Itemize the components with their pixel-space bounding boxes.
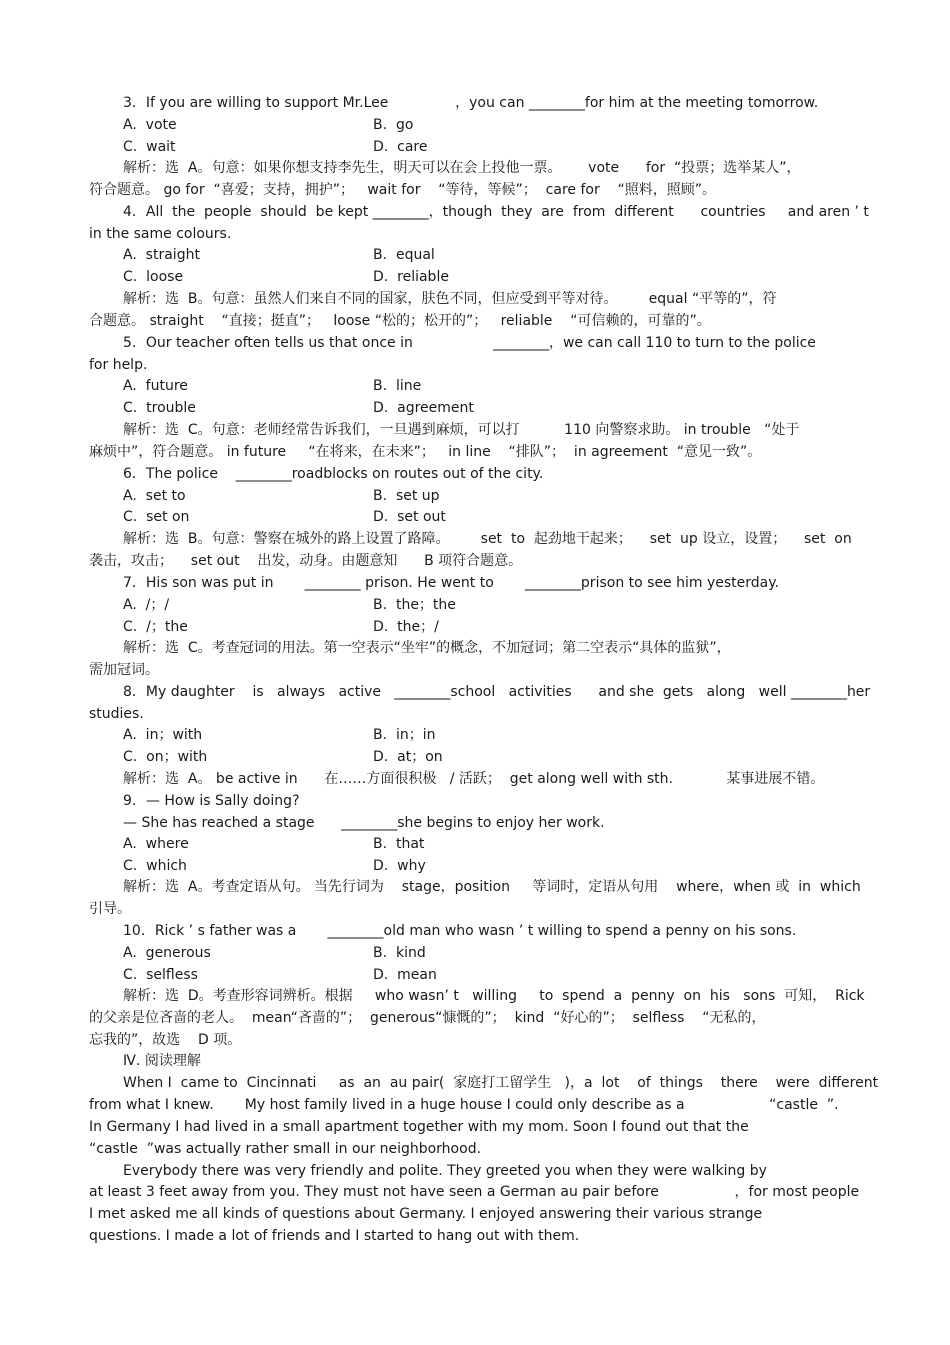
question-8-stem-line-1: 8．My daughter is always active ________school activities and she gets along well ________her: [123, 684, 871, 700]
question-10-option-c: C. selfless: [123, 967, 198, 983]
question-3-option-a: A. vote: [123, 117, 177, 133]
question-3-option-b: B. go: [373, 117, 414, 133]
question-4-option-d: D. reliable: [373, 269, 449, 285]
question-5-option-a: A. future: [123, 378, 188, 394]
question-9-stem-line-2: — She has reached a stage ________she begins to enjoy her work.: [123, 815, 605, 831]
question-3-option-d: D. care: [373, 139, 428, 155]
passage-paragraph-2-line-2: at least 3 feet away from you. They must not have seen a German au pair before ，for most people: [89, 1184, 860, 1200]
question-6-option-b: B. set up: [373, 488, 440, 504]
question-3-stem: 3．If you are willing to support Mr.Lee ，you can ________for him at the meeting tomorrow.: [123, 95, 819, 111]
question-3-explanation-line-2: 符合题意。 go for “喜爱；支持，拥护”； wait for “等待，等候”； care for “照料，照顾”。: [89, 182, 717, 198]
question-4-explanation-line-2: 合题意。 straight “直接；挺直”； loose “松的；松开的”； reliable “可信赖的，可靠的”。: [89, 313, 711, 329]
question-4-option-a: A. straight: [123, 247, 200, 263]
question-8-option-b: B. in；in: [373, 727, 436, 743]
question-6-stem: 6．The police ________roadblocks on routes out of the city.: [123, 466, 544, 482]
question-10-explanation-line-1: 解析：选 D。考查形容词辨析。根据 who wasn’ t willing to spend a penny on his sons 可知， Rick: [123, 988, 865, 1004]
question-5-explanation-line-1: 解析：选 C。句意：老师经常告诉我们，一旦遇到麻烦，可以打 110 向警察求助。 in trouble “处于: [123, 422, 800, 438]
question-8-option-c: C. on；with: [123, 749, 208, 765]
passage-paragraph-2-line-3: I met asked me all kinds of questions about Germany. I enjoyed answering their various strange: [89, 1206, 763, 1222]
question-7-option-b: B. the；the: [373, 597, 456, 613]
passage-paragraph-1-line-3: In Germany I had lived in a small apartment together with my mom. Soon I found out that the: [89, 1119, 749, 1135]
question-8-explanation: 解析：选 A。 be active in 在……方面很积极 / 活跃； get along well with sth. 某事进展不错。: [123, 771, 825, 787]
section-heading: Ⅳ. 阅读理解: [123, 1053, 201, 1069]
passage-paragraph-2-line-1: Everybody there was very friendly and polite. They greeted you when they were walking by: [123, 1163, 767, 1179]
question-6-option-c: C. set on: [123, 509, 190, 525]
question-5-option-d: D. agreement: [373, 400, 474, 416]
question-9-option-c: C. which: [123, 858, 187, 874]
question-8-option-a: A. in；with: [123, 727, 203, 743]
question-10-explanation-line-3: 忘我的”，故选 D 项。: [89, 1032, 242, 1048]
question-7-option-d: D. the；/: [373, 619, 439, 635]
question-10-option-a: A. generous: [123, 945, 211, 961]
question-9-option-d: D. why: [373, 858, 426, 874]
question-5-option-c: C. trouble: [123, 400, 196, 416]
question-3-explanation-line-1: 解析：选 A。句意：如果你想支持李先生，明天可以在会上投他一票。 vote for “投票；选举某人”，: [123, 160, 801, 176]
passage-paragraph-1-line-4: “castle ”was actually rather small in our neighborhood.: [89, 1141, 482, 1157]
question-5-stem-line-2: for help.: [89, 357, 148, 373]
question-9-option-b: B. that: [373, 836, 425, 852]
question-6-option-a: A. set to: [123, 488, 186, 504]
question-4-explanation-line-1: 解析：选 B。句意：虽然人们来自不同的国家，肤色不同，但应受到平等对待。 equal “平等的”，符: [123, 291, 777, 307]
question-10-option-b: B. kind: [373, 945, 426, 961]
question-4-stem-line-2: in the same colours.: [89, 226, 232, 242]
passage-paragraph-2-line-4: questions. I made a lot of friends and I started to hang out with them.: [89, 1228, 580, 1244]
question-7-stem: 7．His son was put in ________ prison. He went to ________prison to see him yesterday.: [123, 575, 779, 591]
question-9-option-a: A. where: [123, 836, 189, 852]
question-6-explanation-line-1: 解析：选 B。句意：警察在城外的路上设置了路障。 set to 起劲地干起来； set up 设立，设置； set on: [123, 531, 852, 547]
question-9-explanation-line-2: 引导。: [89, 901, 131, 917]
question-4-option-b: B. equal: [373, 247, 435, 263]
question-10-stem: 10．Rick ’ s father was a ________old man who wasn ’ t willing to spend a penny on his sons.: [123, 923, 797, 939]
question-4-stem-line-1: 4．All the people should be kept ________，though they are from different countries and aren ’ t: [123, 204, 869, 220]
question-8-option-d: D. at；on: [373, 749, 443, 765]
question-6-option-d: D. set out: [373, 509, 446, 525]
question-5-option-b: B. line: [373, 378, 422, 394]
question-7-option-a: A. /；/: [123, 597, 170, 613]
question-7-explanation-line-1: 解析：选 C。考查冠词的用法。第一空表示“坐牢”的概念，不加冠词；第二空表示“具体的监狱”，: [123, 640, 731, 656]
question-9-stem-line-1: 9．— How is Sally doing?: [123, 793, 300, 809]
question-6-explanation-line-2: 袭击，攻击； set out 出发，动身。由题意知 B 项符合题意。: [89, 553, 523, 569]
passage-paragraph-1-line-2: from what I knew. My host family lived in a huge house I could only describe as a “castle ”.: [89, 1097, 839, 1113]
question-7-option-c: C. /；the: [123, 619, 188, 635]
question-10-explanation-line-2: 的父亲是位吝啬的老人。 mean“吝啬的”； generous“慷慨的”； kind “好心的”； selfless “无私的，: [89, 1010, 766, 1026]
question-10-option-d: D. mean: [373, 967, 437, 983]
question-9-explanation-line-1: 解析：选 A。考查定语从句。 当先行词为 stage，position 等词时，定语从句用 where，when 或 in which: [123, 879, 861, 895]
question-5-stem-line-1: 5．Our teacher often tells us that once in ________，we can call 110 to turn to the police: [123, 335, 816, 351]
passage-paragraph-1-line-1: When I came to Cincinnati as an au pair( 家庭打工留学生 )，a lot of things there were different: [123, 1075, 879, 1091]
question-8-stem-line-2: studies.: [89, 706, 144, 722]
question-4-option-c: C. loose: [123, 269, 184, 285]
question-5-explanation-line-2: 麻烦中”，符合题意。 in future “在将来，在未来”； in line “排队”； in agreement “意见一致”。: [89, 444, 762, 460]
question-3-option-c: C. wait: [123, 139, 176, 155]
question-7-explanation-line-2: 需加冠词。: [89, 662, 159, 678]
